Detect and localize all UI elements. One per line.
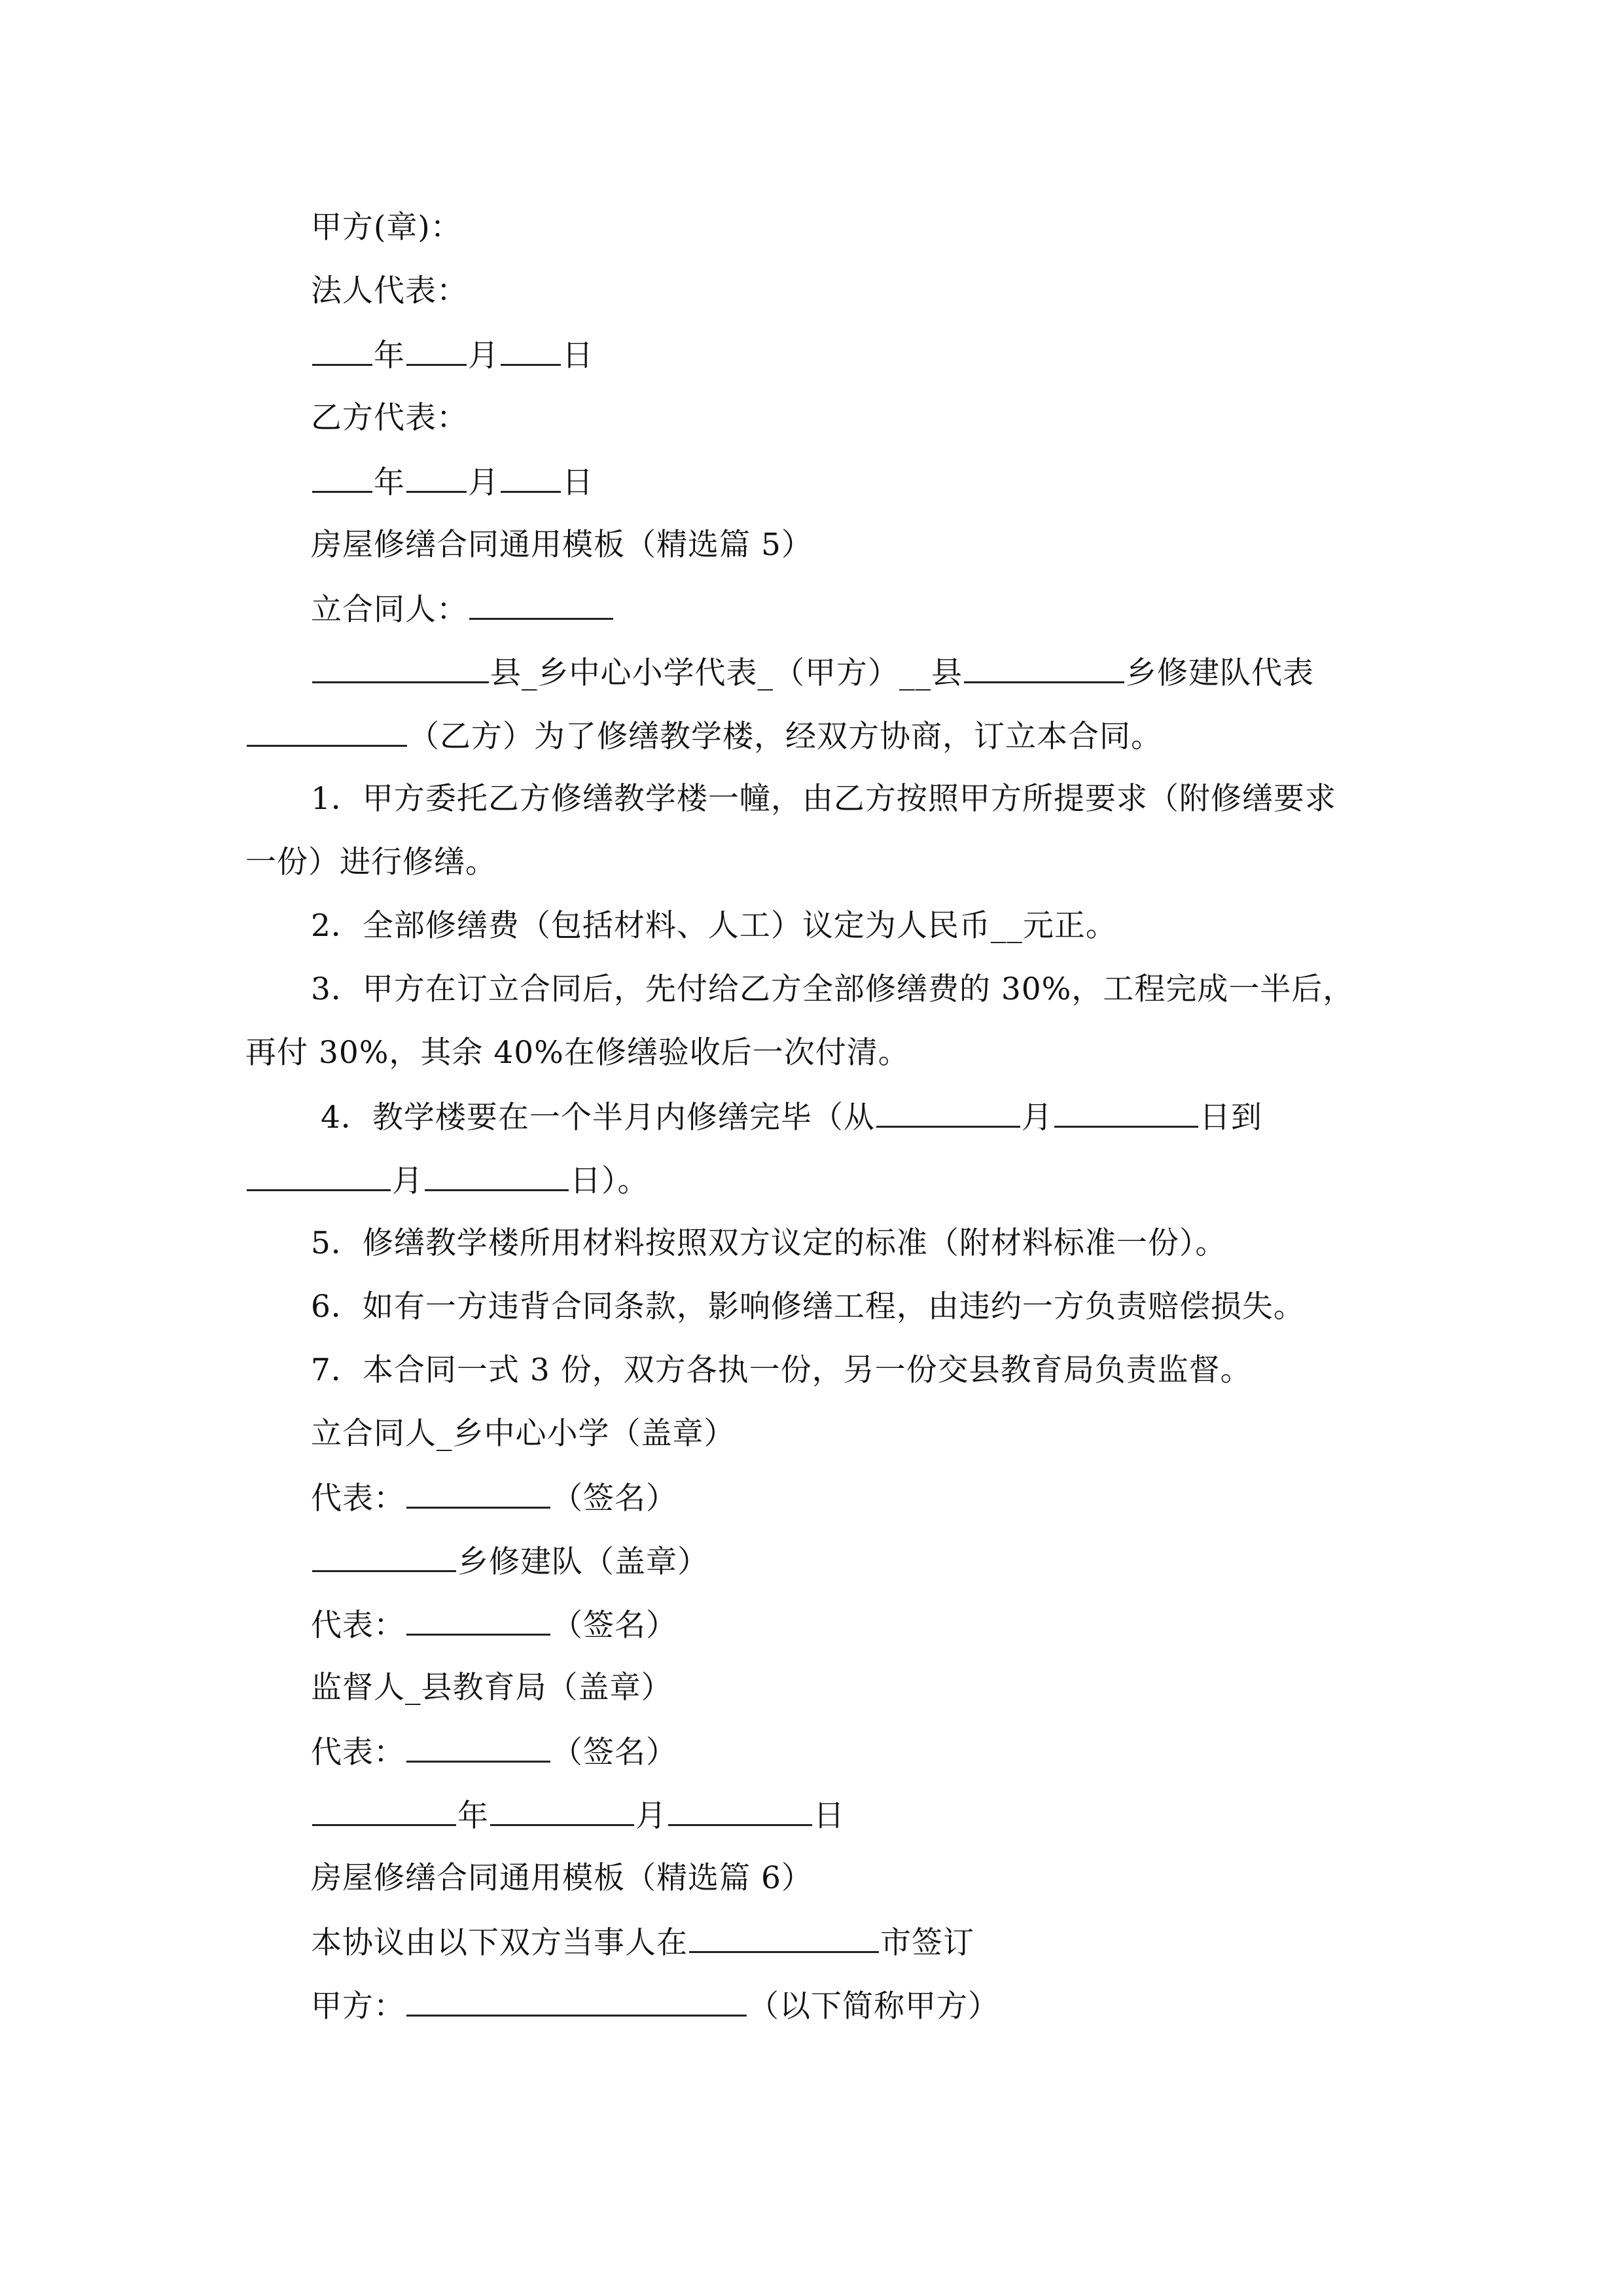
blank-month (490, 1795, 634, 1826)
legal-rep-line (311, 272, 468, 311)
contracting-parties-line (311, 589, 615, 630)
blank-field (469, 589, 613, 620)
rep-sign-line-2 (311, 1605, 677, 1645)
section-title-5 (311, 526, 813, 565)
supervisor-text: 监督人_县教育局（盖章） (311, 1670, 673, 1706)
party-b-rep-line (311, 399, 468, 438)
month-label: 月 (468, 465, 499, 501)
clause-1-cont-text: 一份）进行修缮。 (245, 844, 497, 880)
rep-label: 代表： (311, 1607, 405, 1643)
clause-1-line (311, 780, 1336, 819)
blank-field (247, 716, 407, 747)
clause-4-text-a: 4．教学楼要在一个半月内修缮完毕（从 (321, 1100, 875, 1136)
year-label: 年 (374, 338, 405, 374)
signatory-school-text: 立合同人_乡中心小学（盖章） (311, 1416, 736, 1452)
parties-intro-text-a: 县_乡中心小学代表_（甲方）__县 (490, 655, 963, 691)
blank-day (668, 1795, 812, 1826)
construction-team-line (311, 1541, 709, 1582)
agreement-location-text-b: 市签订 (880, 1925, 974, 1961)
date-line-3 (311, 1795, 845, 1836)
clause-1-cont-line (245, 843, 497, 882)
clause-3-text: 3．甲方在订立合同后，先付给乙方全部修缮费的 30%，工程完成一半后， (311, 971, 1355, 1007)
blank-field (425, 1160, 569, 1191)
blank-field (964, 653, 1124, 683)
section-title-6-text: 房屋修缮合同通用模板（精选篇 6） (311, 1860, 813, 1896)
parties-intro-text-b: 乡修建队代表 (1126, 655, 1314, 691)
sign-label: （签名） (552, 1480, 677, 1516)
party-a-label: 甲方： (311, 1988, 405, 2024)
party-a-seal-label: 甲方(章)： (311, 209, 462, 245)
clause-4-line (321, 1097, 1262, 1138)
day-label: 日 (562, 465, 594, 501)
party-a-line (311, 1986, 999, 2026)
year-label: 年 (374, 465, 405, 501)
parties-intro-line-2 (245, 716, 1162, 757)
party-a-alias-text: （以下简称甲方） (748, 1988, 999, 2024)
blank-year (312, 462, 372, 493)
clause-3-cont-line (245, 1033, 910, 1073)
section-title-6 (311, 1859, 813, 1898)
clause-4-text-c: 日到 (1199, 1100, 1262, 1136)
blank-year (312, 335, 372, 366)
party-a-seal-line (311, 208, 462, 247)
blank-month (406, 335, 467, 366)
clause-6-text: 6．如有一方违背合同条款，影响修缮工程，由违约一方负责赔偿损失。 (311, 1289, 1305, 1325)
clause-7-text: 7．本合同一式 3 份，双方各执一份，另一份交县教育局负责监督。 (311, 1352, 1252, 1388)
clause-4-text-b: 月 (1021, 1100, 1053, 1136)
day-label: 日 (562, 338, 594, 374)
clause-4-cont-line (245, 1160, 649, 1201)
clause-2-text: 2．全部修缮费（包括材料、人工）议定为人民币__元正。 (311, 908, 1117, 944)
blank-field (247, 1160, 391, 1191)
supervisor-line (311, 1668, 673, 1708)
clause-7-line (311, 1351, 1252, 1390)
rep-label: 代表： (311, 1480, 405, 1516)
date-line-2 (311, 462, 594, 503)
blank-field (876, 1097, 1020, 1128)
legal-rep-label: 法人代表： (311, 273, 468, 309)
clause-1-text: 1．甲方委托乙方修缮教学楼一幢，由乙方按照甲方所提要求（附修缮要求 (311, 781, 1336, 817)
parties-intro-text-c: （乙方）为了修缮教学楼，经双方协商，订立本合同。 (408, 719, 1162, 755)
blank-year (312, 1795, 456, 1826)
blank-field (312, 653, 489, 683)
blank-month (406, 462, 467, 493)
rep-sign-line-3 (311, 1732, 677, 1772)
rep-sign-line-1 (311, 1478, 677, 1518)
clause-3-cont-text: 再付 30%，其余 40%在修缮验收后一次付清。 (245, 1035, 910, 1071)
blank-field (689, 1922, 879, 1953)
construction-team-text: 乡修建队（盖章） (457, 1544, 709, 1580)
date-line-1 (311, 335, 594, 376)
month-label: 月 (468, 338, 499, 374)
clause-6-line (311, 1287, 1305, 1327)
agreement-location-line (311, 1922, 974, 1963)
contracting-parties-label: 立合同人： (311, 592, 468, 628)
clause-5-line (311, 1224, 1226, 1263)
month-label: 月 (635, 1798, 667, 1834)
day-label: 日 (813, 1798, 845, 1834)
blank-field (406, 1986, 747, 2017)
sign-label: （签名） (552, 1734, 677, 1770)
blank-field (406, 1478, 550, 1509)
party-b-rep-label: 乙方代表： (311, 400, 468, 436)
blank-day (501, 335, 561, 366)
agreement-location-text-a: 本协议由以下双方当事人在 (311, 1925, 688, 1961)
clause-4-cont-text-b: 日）。 (570, 1163, 649, 1199)
clause-3-line (311, 970, 1354, 1009)
blank-field (406, 1605, 550, 1636)
rep-label: 代表： (311, 1734, 405, 1770)
blank-field (406, 1732, 550, 1763)
signatory-school-line (311, 1414, 736, 1454)
clause-5-text: 5．修缮教学楼所用材料按照双方议定的标准（附材料标准一份）。 (311, 1225, 1227, 1261)
clause-4-cont-text-a: 月 (392, 1163, 423, 1199)
blank-field (312, 1541, 456, 1572)
section-title-5-text: 房屋修缮合同通用模板（精选篇 5） (311, 527, 813, 563)
sign-label: （签名） (552, 1607, 677, 1643)
parties-intro-line (311, 653, 1314, 693)
blank-field (1054, 1097, 1198, 1128)
clause-2-line (311, 906, 1117, 946)
year-label: 年 (457, 1798, 489, 1834)
blank-day (501, 462, 561, 493)
